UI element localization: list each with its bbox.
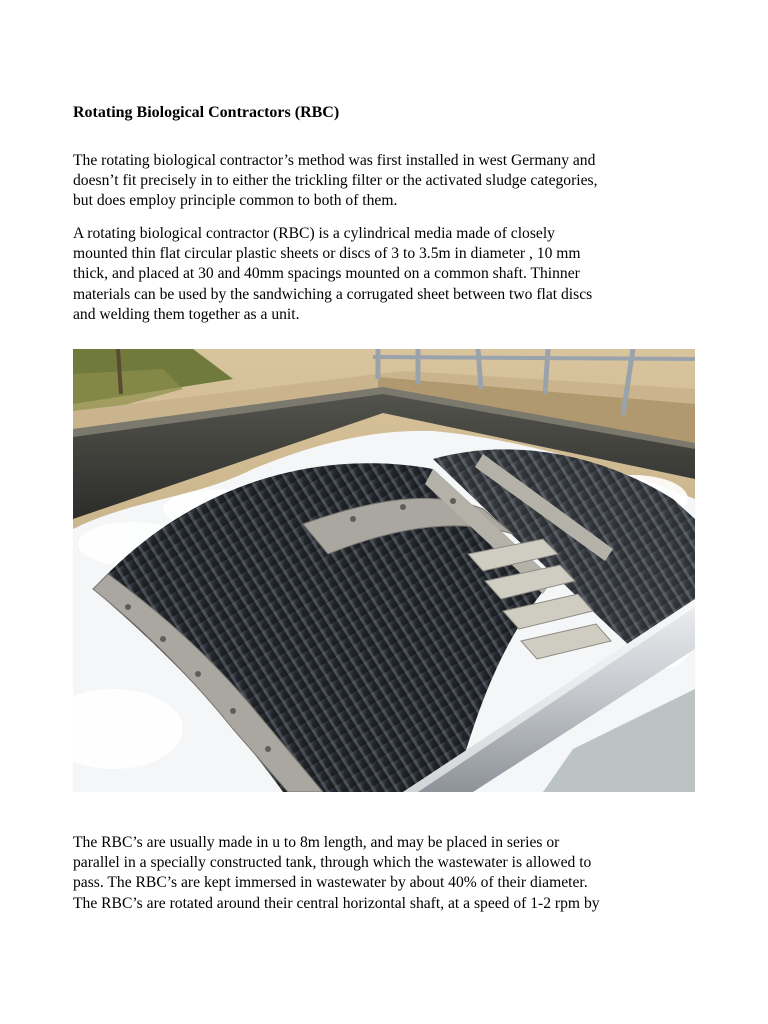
text-line: materials can be used by the sandwiching a corrugated sheet between two flat discs	[73, 285, 593, 303]
text-line: pass. The RBC’s are kept immersed in wastewater by about 40% of their diameter.	[73, 874, 588, 892]
text-line: mounted thin flat circular plastic sheets or discs of 3 to 3.5m in diameter , 10 mm	[73, 245, 581, 263]
document-title: Rotating Biological Contractors (RBC)	[73, 104, 340, 121]
text-line: A rotating biological contractor (RBC) is a cylindrical media made of closely	[73, 225, 555, 242]
text-line: doesn’t fit precisely in to either the trickling filter or the activated sludge categories,	[73, 172, 598, 190]
text-line: and welding them together as a unit.	[73, 305, 300, 323]
text-line: The RBC’s are usually made in u to 8m length, and may be placed in series or	[73, 834, 560, 851]
paragraph-3	[73, 833, 713, 914]
text-line: parallel in a specially constructed tank, through which the wastewater is allowed to	[73, 854, 592, 872]
rbc-photo	[73, 349, 695, 792]
text-line: The RBC’s are rotated around their central horizontal shaft, at a speed of 1-2 rpm by	[73, 894, 600, 912]
paragraph-2	[73, 224, 713, 325]
text-line: The rotating biological contractor’s method was first installed in west Germany and	[73, 152, 596, 169]
paragraph-1	[73, 151, 713, 212]
text-line: thick, and placed at 30 and 40mm spacings mounted on a common shaft. Thinner	[73, 265, 580, 283]
text-line: but does employ principle common to both of them.	[73, 192, 398, 210]
